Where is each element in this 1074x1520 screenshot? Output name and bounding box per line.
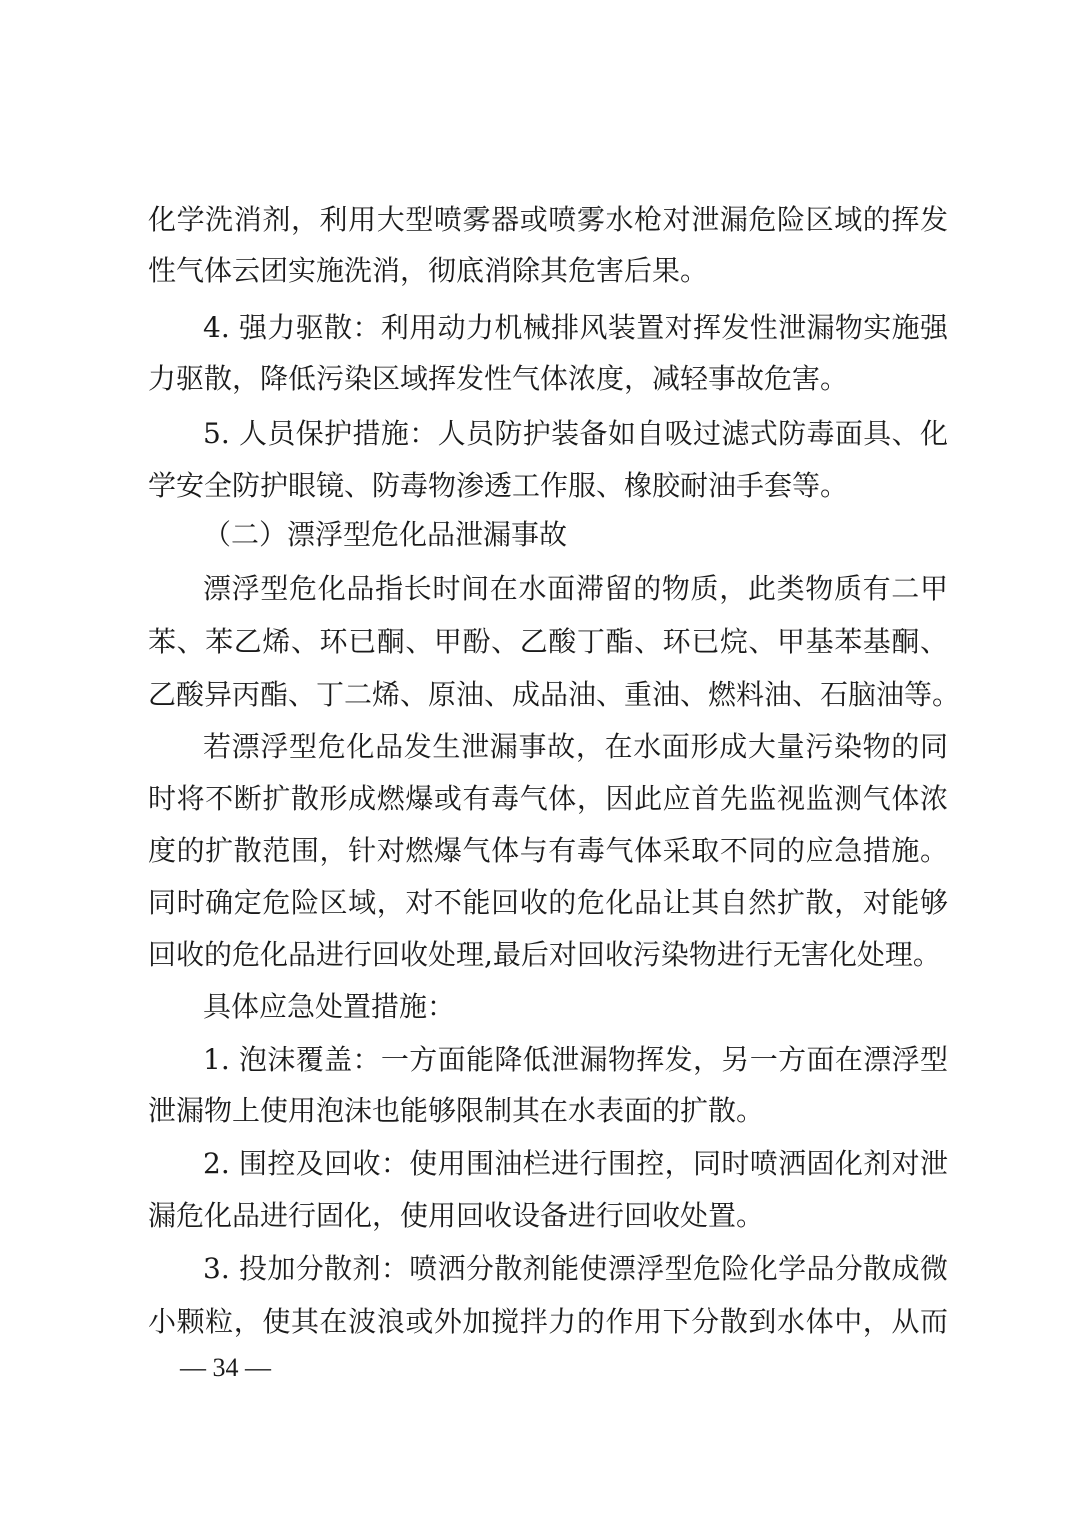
body-text-line: 具体应急处置措施：: [203, 990, 456, 1023]
body-text-line: 化学洗消剂，利用大型喷雾器或喷雾水枪对泄漏危险区域的挥发: [148, 203, 948, 236]
body-text-line: 回收的危化品进行回收处理,最后对回收污染物进行无害化处理。: [148, 938, 941, 971]
body-text-line: 3. 投加分散剂：喷洒分散剂能使漂浮型危险化学品分散成微: [203, 1252, 948, 1285]
body-text-line: 时将不断扩散形成燃爆或有毒气体，因此应首先监视监测气体浓: [148, 782, 948, 815]
body-text-line: 若漂浮型危化品发生泄漏事故，在水面形成大量污染物的同: [203, 730, 948, 763]
body-text-line: 度的扩散范围，针对燃爆气体与有毒气体采取不同的应急措施。: [148, 834, 948, 867]
body-text-line: 乙酸异丙酯、丁二烯、原油、成品油、重油、燃料油、石脑油等。: [148, 678, 961, 711]
body-text-line: 性气体云团实施洗消，彻底消除其危害后果。: [148, 254, 709, 287]
body-text-line: 1. 泡沫覆盖：一方面能降低泄漏物挥发，另一方面在漂浮型: [203, 1043, 948, 1076]
section-heading: （二）漂浮型危化品泄漏事故: [203, 518, 568, 551]
body-text-line: 泄漏物上使用泡沫也能够限制其在水表面的扩散。: [148, 1094, 765, 1127]
body-text-line: 苯、苯乙烯、环已酮、甲酚、乙酸丁酯、环已烷、甲基苯基酮、: [148, 625, 948, 658]
body-text-line: 5. 人员保护措施：人员防护装备如自吸过滤式防毒面具、化: [203, 417, 948, 450]
body-text-line: 力驱散，降低污染区域挥发性气体浓度，减轻事故危害。: [148, 362, 849, 395]
body-text-line: 小颗粒，使其在波浪或外加搅拌力的作用下分散到水体中，从而: [148, 1305, 948, 1338]
body-text-line: 漏危化品进行固化，使用回收设备进行回收处置。: [148, 1199, 765, 1232]
body-text-line: 同时确定危险区域，对不能回收的危化品让其自然扩散，对能够: [148, 886, 948, 919]
page-number: — 34 —: [180, 1353, 271, 1382]
body-text-line: 漂浮型危化品指长时间在水面滞留的物质，此类物质有二甲: [203, 572, 948, 605]
body-text-line: 4. 强力驱散：利用动力机械排风装置对挥发性泄漏物实施强: [203, 311, 948, 344]
body-text-line: 2. 围控及回收：使用围油栏进行围控，同时喷洒固化剂对泄: [203, 1147, 948, 1180]
body-text-line: 学安全防护眼镜、防毒物渗透工作服、橡胶耐油手套等。: [148, 469, 849, 502]
